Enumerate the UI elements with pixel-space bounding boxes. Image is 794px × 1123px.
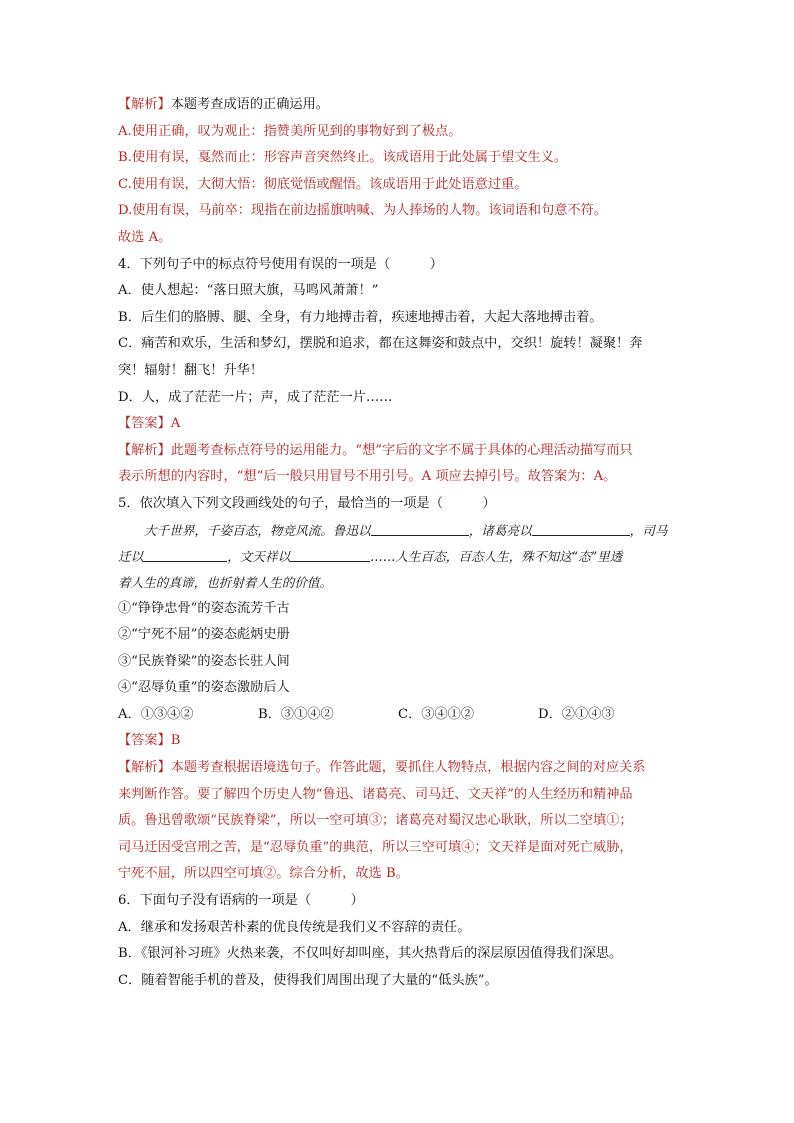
q5-item-4: ④“忍辱负重”的姿态激励后人 [118, 680, 290, 696]
choice-d: D．②①④③ [538, 706, 615, 722]
fill-blank-2 [532, 521, 630, 536]
q6-option-c: C．随着智能手机的普及，使得我们周围出现了大量的“低头族”。 [118, 972, 498, 988]
analysis-item-d: D.使用有误，马前卒：现指在前边摇旗呐喊、为人捧场的人物。该词语和句意不符。 [118, 203, 608, 219]
choice-a: A．①③④② [118, 706, 194, 722]
q5-analysis-line-1 [118, 755, 678, 782]
q5-stem: 5．依次填入下列文段画线处的句子，最恰当的一项是（ ） [118, 495, 496, 511]
analysis-text: 本题考查根据语境选句子。作答此题，要抓住人物特点，根据内容之间的对应关系 [170, 760, 646, 776]
q4-option-a: A．使人想起：“落日照大旗，马鸣风萧萧！” [118, 283, 379, 299]
q6-stem: 6．下面句子没有语病的一项是（ ） [118, 893, 364, 909]
q4-analysis-line-1 [118, 438, 678, 465]
q5-choices [118, 702, 678, 729]
passage-text: ……人生百态，百态人生，殊不知这“态”里透 [370, 548, 623, 564]
answer-tag: 【答案】 [118, 733, 171, 749]
fill-blank-1 [371, 521, 469, 536]
analysis-conclusion: 故选 A。 [118, 229, 172, 245]
q5-item-1: ①“铮铮忠骨”的姿态流芳千古 [118, 600, 290, 616]
q5-analysis-line-2: 来判断作答。要了解四个历史人物“鲁迅、诸葛亮、司马迁、文天祥”的人生经历和精神品 [118, 786, 633, 802]
q5-analysis-line-4: 司马迁因受宫刑之苦，是“忍辱负重”的典范，所以三空可填④；文天祥是面对死亡威胁， [118, 839, 633, 855]
answer-tag: 【答案】 [118, 416, 171, 432]
q6-option-b: B．《银河补习班》火热来袭，不仅叫好却叫座，其火热背后的深层原因值得我们深思。 [118, 946, 623, 962]
analysis-intro [118, 92, 678, 119]
q4-option-c: C．痛苦和欢乐，生活和梦幻，摆脱和追求，都在这舞姿和鼓点中，交织！旋转！凝聚！奔 [118, 336, 643, 352]
q4-answer [118, 411, 678, 438]
fill-blank-3 [143, 547, 227, 562]
q5-passage-line-3: 着人生的真谛，也折射着人生的价值。 [118, 574, 333, 590]
analysis-tag: 【解析】 [118, 97, 171, 112]
passage-text: 大千世界，千姿百态，物竞风流。鲁迅以 [144, 522, 371, 538]
analysis-tag: 【解析】 [118, 760, 171, 776]
analysis-item-b: B.使用有误，戛然而止：形容声音突然终止。该成语用于此处属于望文生义。 [118, 150, 568, 166]
q5-item-3: ③“民族脊梁”的姿态长驻人间 [118, 653, 290, 669]
analysis-item-c: C.使用有误，大彻大悟：彻底觉悟或醒悟。该成语用于此处语意过重。 [118, 176, 528, 192]
choice-c: C．③④①② [398, 706, 475, 722]
q5-passage-line-1 [118, 518, 678, 544]
answer-value: B [170, 733, 181, 749]
q4-stem: 4．下列句子中的标点符号使用有误的一项是（ ） [118, 256, 443, 272]
q5-passage-line-2 [118, 544, 678, 570]
q5-analysis-line-3: 质。鲁迅曾歌颂“民族脊梁”，所以一空可填③；诸葛亮对蜀汉忠心耿耿，所以二空填①； [118, 813, 633, 829]
q6-option-a: A．继承和发扬艰苦朴素的优良传统是我们义不容辞的责任。 [118, 919, 471, 935]
q4-analysis-line-2: 表示所想的内容时，“想”后一般只用冒号不用引号。A 项应去掉引号。故答案为：A。 [118, 469, 617, 485]
fill-blank-4 [290, 547, 370, 562]
q4-option-b: B．后生们的胳膊、腿、全身，有力地搏击着，疾速地搏击着，大起大落地搏击着。 [118, 309, 603, 325]
q5-analysis-line-5: 宁死不屈，所以四空可填②。综合分析，故选 B。 [118, 866, 409, 882]
q5-answer [118, 728, 678, 755]
q5-item-2: ②“宁死不屈”的姿态彪炳史册 [118, 627, 290, 643]
passage-text: 迁以 [118, 548, 144, 564]
passage-text: ，司马 [629, 522, 668, 538]
answer-value: A [170, 416, 181, 432]
analysis-item-a: A.使用正确，叹为观止：指赞美所见到的事物好到了极点。 [118, 123, 462, 139]
q4-option-d: D．人，成了茫茫一片；声，成了茫茫一片…… [118, 389, 393, 405]
document-page [118, 92, 678, 994]
choice-b: B．③①④② [258, 706, 334, 722]
q4-option-c-cont: 突！辐射！翻飞！升华！ [118, 362, 264, 378]
passage-text: ，文天祥以 [227, 548, 291, 564]
analysis-text: 此题考查标点符号的运用能力。“想”字后的文字不属于具体的心理活动描写而只 [170, 442, 633, 458]
analysis-tag: 【解析】 [118, 442, 171, 458]
analysis-intro-text: 本题考查成语的正确运用。 [170, 97, 329, 112]
passage-text: ，诸葛亮以 [468, 522, 532, 538]
